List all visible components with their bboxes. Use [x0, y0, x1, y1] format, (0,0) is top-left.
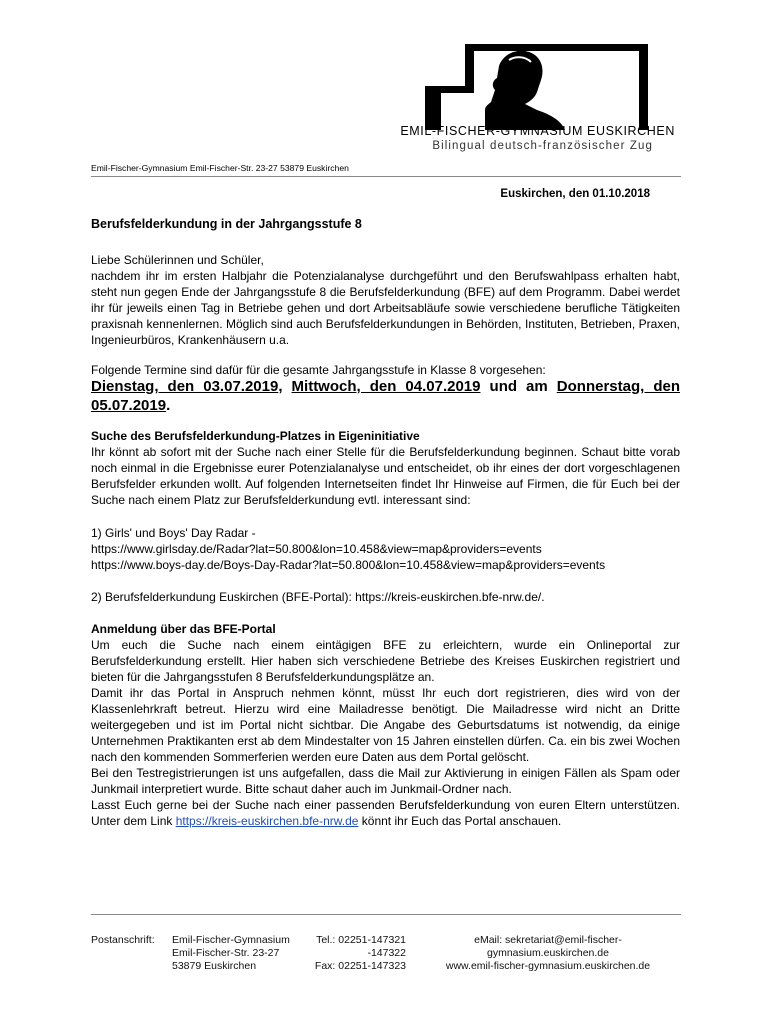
link-boysday-url[interactable]: https://www.boys-day.de/Boys-Day-Radar?lat=50.800&lon=10.458&view=map&providers=events	[91, 558, 606, 572]
portal-link[interactable]: https://kreis-euskirchen.bfe-nrw.de	[175, 814, 359, 828]
footer-phone-2: -147322	[367, 947, 406, 959]
salutation: Liebe Schülerinnen und Schüler,	[91, 253, 264, 267]
footer-label-column	[91, 934, 155, 947]
section-search-text: Ihr könnt ab sofort mit der Suche nach einer Stelle für die Berufsfelderkundung beginnen. Schaut bitte vorab noch einmal in die Ergebnisse eurer Potenzialanalyse und entscheidet, ob ihr eines der dort vorgeschlagenen Berufsfelder erkunden wollt. Auf folgenden Internetseiten findet Ihr Hinweise auf Firmen, die für Euch bei der Suche nach einem Platz zur Berufsfelderkundung evtl. interessant sind:	[91, 445, 680, 507]
school-name: EMIL-FISCHER-GYMNASIUM EUSKIRCHEN	[400, 124, 675, 138]
link-item-girls-boys-day: 1) Girls' und Boys' Day Radar -	[91, 526, 256, 540]
school-subtitle: Bilingual deutsch-französischer Zug	[432, 140, 653, 152]
footer-address-column	[172, 934, 290, 973]
header-divider	[91, 176, 681, 177]
link-item-bfe-portal: 2) Berufsfelderkundung Euskirchen (BFE-Portal): https://kreis-euskirchen.bfe-nrw.de/.	[91, 590, 545, 604]
section-heading-registration: Anmeldung über das BFE-Portal	[91, 622, 276, 636]
dates-end: .	[166, 397, 171, 414]
intro-paragraph: nachdem ihr im ersten Halbjahr die Potenzialanalyse durchgeführt und den Berufswahlpass erhalten habt, steht nun gegen Ende der Jahrgangsstufe 8 die Berufsfelderkundung (BFE) auf dem Programm. Dabei werdet ihr für jeweils einen Tag in Betriebe gehen und dort Arbeitsabläufe sowie verschiedene berufliche Tätigkeiten praxisnah kennenlernen. Möglich sind auch Berufsfelderkundungen in Behörden, Instituten, Betrieben, Praxen, Ingenieurbüros, Krankenhäusern u.a.	[91, 269, 680, 347]
footer-contact-column	[430, 934, 666, 973]
letter-date: Euskirchen, den 01.10.2018	[500, 188, 650, 200]
registration-paragraph-3: Bei den Testregistrierungen ist uns aufgefallen, dass die Mail zur Aktivierung in einigen Fällen als Spam oder Junkmail interpretiert wurde. Bitte schaut daher auch im Junkmail-Ordner nach.	[91, 766, 680, 796]
dates-separator-and: und am	[480, 378, 557, 395]
date-wednesday: Mittwoch, den 04.07.2019	[291, 378, 481, 395]
date-tuesday: Dienstag, den 03.07.2019	[91, 378, 279, 395]
sender-address-line: Emil-Fischer-Gymnasium Emil-Fischer-Str. 23-27 53879 Euskirchen	[91, 163, 349, 173]
termine-dates	[91, 377, 680, 415]
link-girlsday-url[interactable]: https://www.girlsday.de/Radar?lat=50.800&lon=10.458&view=map&providers=events	[91, 542, 542, 556]
registration-paragraph-2: Damit ihr das Portal in Anspruch nehmen könnt, müsst Ihr euch dort registrieren, dies wird von der Klassenlehrkraft betreut. Hierzu wird eine Mailadresse benötigt. Die Mailadresse wird nicht an Dritte weitergegeben und ist im Portal nicht sichtbar. Die Angabe des Geburtsdatums ist notwendig, da einige Unternehmen Praktikanten erst ab dem Mindestalter von 15 Jahren einstellen dürfen. Ca. ein bis zwei Wochen nach den kommenden Sommerferien werden eure Daten aus dem Portal gelöscht.	[91, 686, 680, 764]
letter-subject: Berufsfelderkundung in der Jahrgangsstufe 8	[91, 217, 362, 231]
registration-paragraph-4	[91, 797, 680, 829]
termine-intro: Folgende Termine sind dafür für die gesamte Jahrgangsstufe in Klasse 8 vorgesehen:	[91, 363, 546, 377]
footer-address-line-1: Emil-Fischer-Gymnasium	[172, 934, 290, 946]
school-logo-silhouette	[425, 40, 655, 130]
footer-divider	[91, 914, 681, 915]
footer-fax: Fax: 02251-147323	[314, 960, 406, 972]
footer-phone: Tel.: 02251-147321	[316, 934, 406, 946]
footer-label: Postanschrift:	[91, 934, 155, 946]
dates-separator: ,	[278, 378, 292, 395]
footer-address-line-2: Emil-Fischer-Str. 23-27	[172, 947, 280, 959]
date-thursday: Donnerstag, den 05.07.2019	[91, 378, 680, 414]
registration-paragraph-1: Um euch die Suche nach einem eintägigen BFE zu erleichtern, wurde ein Onlineportal zur Berufsfelderkundung erstellt. Hier haben sich verschiedene Betriebe des Kreises Euskirchen registriert und bieten für die Jahrgangsstufen 8 Berufsfelderkundungsplätze an.	[91, 638, 680, 684]
paragraph-4-text-end: könnt ihr Euch das Portal anschauen.	[358, 814, 562, 828]
footer-address-line-3: 53879 Euskirchen	[172, 960, 257, 972]
footer-email-line-1: eMail: sekretariat@emil-fischer-	[474, 934, 622, 946]
footer-website: www.emil-fischer-gymnasium.euskirchen.de	[445, 960, 651, 972]
footer-phone-column	[312, 934, 406, 973]
section-heading-search: Suche des Berufsfelderkundung-Platzes in Eigeninitiative	[91, 429, 420, 443]
footer-email-line-2: gymnasium.euskirchen.de	[487, 947, 609, 959]
paragraph-4-text: Lasst Euch gerne bei der Suche nach einer passenden Berufsfelderkundung von euren Eltern unterstützen. Unter dem Link	[91, 798, 680, 828]
